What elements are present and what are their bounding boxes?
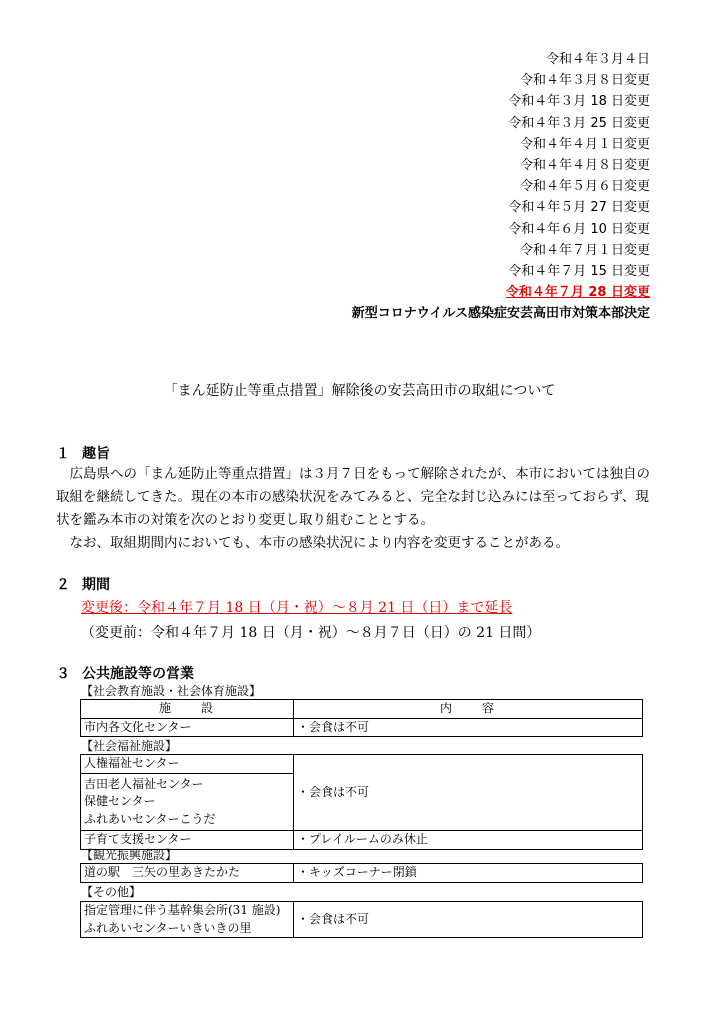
revision-date: 令和４年５月６日変更 [519,179,650,195]
facility-category: 【その他】 [81,885,142,899]
content-cell: ・会食は不可 [294,755,643,831]
section-title: 期間 [82,577,110,593]
content-cell: ・プレイルームのみ休止 [294,831,643,850]
facility-table-education [80,699,643,737]
facility-name: ふれあいセンターこうだ [84,811,216,826]
facility-table-other [80,901,643,938]
header-facility: 施 設 [81,700,294,719]
table-row [81,864,643,883]
revision-date: 令和４年７月１日変更 [519,242,650,258]
revision-date: 令和４年５月 27 日変更 [508,200,650,216]
table-row [81,718,643,737]
facility-name: 道の駅 三矢の里あきたかた [84,865,241,879]
revision-date: 令和４年６月 10 日変更 [508,221,650,237]
facility-name: 子育て支援センター [84,832,192,846]
table-header-row [81,700,643,719]
section-number: ３ [56,666,70,682]
table-row [81,902,643,938]
revision-date: 令和４年４月１日変更 [519,136,650,152]
facility-table-tourism [80,863,643,883]
revision-date: 令和４年７月 15 日変更 [508,264,650,280]
revision-date: 令和４年４月８日変更 [519,158,650,174]
document-title: 「まん延防止等重点措置」解除後の安芸高田市の取組について [163,383,556,399]
facility-name: 吉田老人福祉センター [84,776,204,791]
facility-name: 市内各文化センター [84,719,192,734]
facility-table-welfare [80,754,643,850]
section-title: 趣旨 [82,446,110,462]
period-before: （変更前：令和４年７月 18 日（月・祝）～８月７日（日）の 21 日間） [81,625,541,641]
purpose-text [56,463,656,555]
facility-name: 指定管理に伴う基幹集会所(31 施設) [84,903,281,917]
facility-name: ふれあいセンターいきいきの里 [84,920,252,935]
period-changed: 変更後：令和４年７月 18 日（月・祝）～８月 21 日（日）まで延長 [81,600,513,616]
facility-cell [81,902,294,938]
paragraph: なお、取組期間内においても、本市の感染状況により内容を変更することがある。 [56,535,569,551]
section-number: １ [56,446,70,462]
decision-body: 新型コロナウイルス感染症安芸高田市対策本部決定 [351,306,650,322]
content-cell: ・会食は不可 [294,902,643,938]
facility-cell [81,718,294,737]
content-cell: ・会食は不可 [294,718,643,737]
revision-date: 令和４年３月 25 日変更 [508,115,650,131]
table-row [81,755,643,774]
section-number: ２ [56,577,70,593]
section-title: 公共施設等の営業 [82,666,194,682]
revision-date: 令和４年３月８日変更 [519,73,650,89]
header-content: 内 容 [294,700,643,719]
paragraph: 広島県への「まん延防止等重点措置」は３月７日をもって解除されたが、本市においては独自の取組を継続してきた。現在の本市の感染状況をみてみると、完全な封じ込みには至っておらず、現状を鑑み本市の対策を次のとおり変更し取り組むこととする。 [56,466,650,528]
facility-category: 【観光振興施設】 [81,848,178,862]
revision-dates [352,49,650,324]
facility-cell [81,864,294,883]
facility-cell [81,773,294,831]
section-heading-period [56,574,110,594]
section-heading-facilities [56,663,194,683]
facility-cell [81,755,294,774]
facility-name: 保健センター [84,794,156,808]
content-cell: ・キッズコーナー閉鎖 [294,864,643,883]
revision-date: 令和４年３月４日 [545,52,650,67]
facility-name: 人権福祉センター [84,756,180,770]
latest-revision-date: 令和４年７月 28 日変更 [505,285,650,301]
facility-category: 【社会教育施設・社会体育施設】 [81,684,262,698]
section-heading-purpose [56,443,110,463]
facility-category: 【社会福祉施設】 [81,739,178,753]
revision-date: 令和４年３月 18 日変更 [508,94,650,110]
